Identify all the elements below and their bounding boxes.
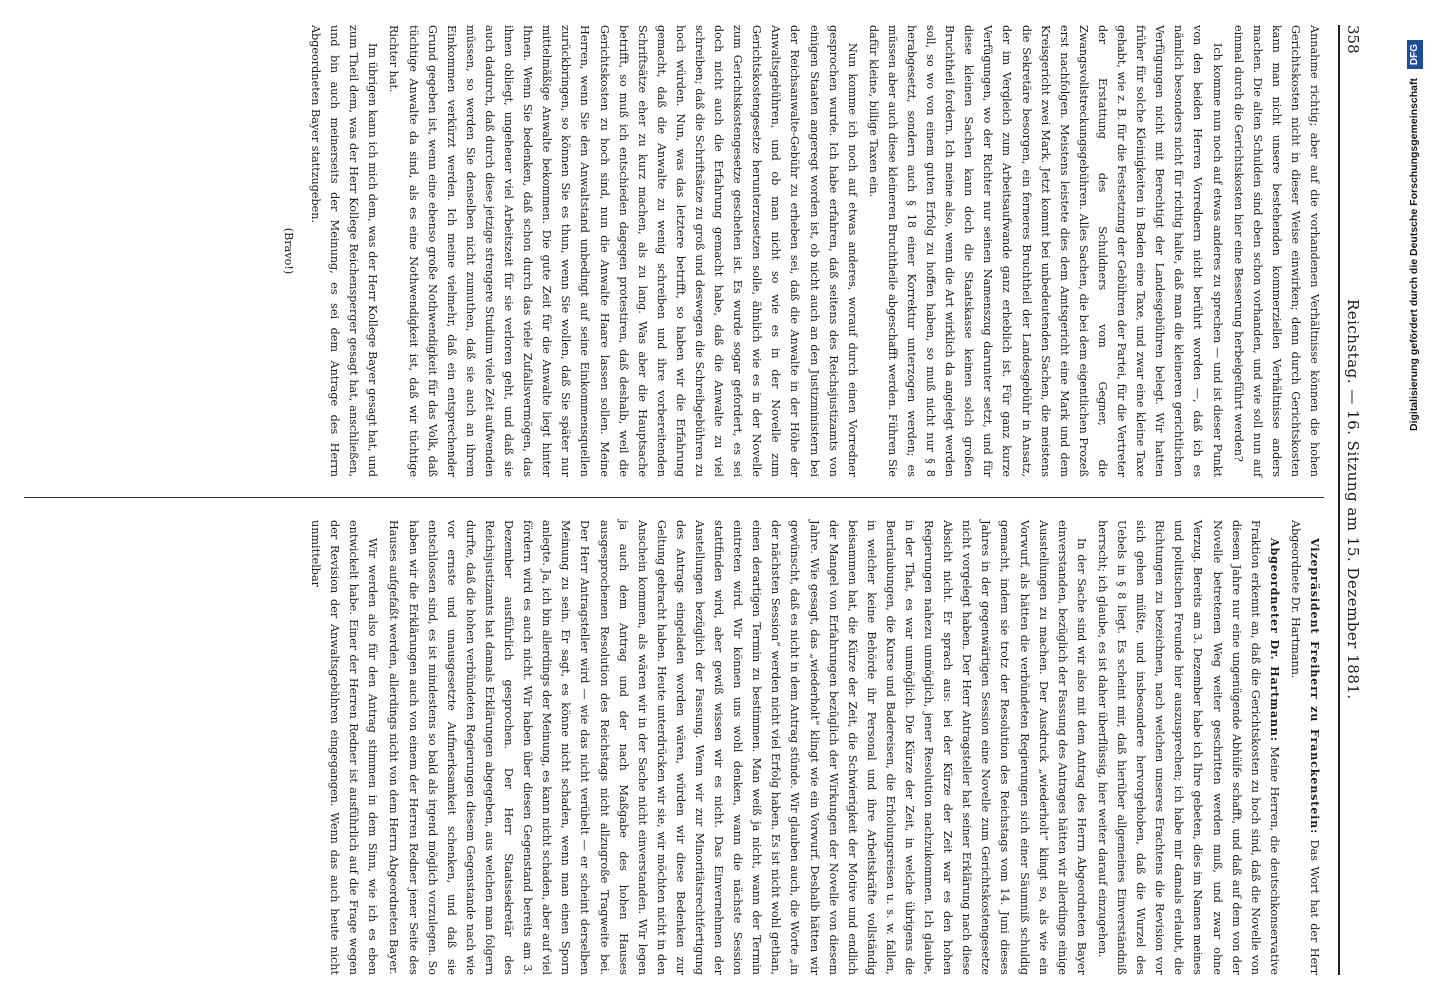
paragraph: Im übrigen kann ich mich dem, was der Herr Kollege Bayer gesagt hat, und zum Theil dem, was der Herr Kollege Reichensperger gesagt hat, anschließen, und bin auch meinerseits der Meinung, es sei dem Antrage des Herrn Abgeordneten Bayer stattzugeben. [309, 25, 380, 477]
vice-president-speaker: Vizepräsident Freiherr zu Franckenstein: [1308, 538, 1322, 835]
digitization-text: Digitalisierung gefördert durch die Deutsche Forschungsgemeinschaft [1408, 78, 1420, 432]
speaker-intro-text: Das Wort hat der Herr Abgeordnete Dr. Hartmann. [1288, 520, 1321, 975]
page-header [1338, 25, 1382, 975]
right-column [24, 520, 1324, 975]
speaker-name: Abgeordneter Dr. Hartmann: [1267, 538, 1282, 742]
paragraph: Nun komme ich noch auf etwas anderes, worauf durch einen Vorredner gesprochen wurde. Ich habe erfahren, daß seitens des Reichsjustizamts von einigen Staaten angeregt worden ist, ob nicht auch an den Justizministern bei der Reichsanwalte-Gebühr zu erheben sei, daß die Anwalte in der Höhe der Anwaltsgebühren, und ob man nicht so wie es in der Novelle zum Gerichtskostengesetze herunterzusetzen solle, ähnlich wie es in der Novelle zum Gerichtskostengesetze geschehen ist. Es wurde sogar gefordert, es sei doch nicht auch die Erfahrung gemacht habe, daß die Anwalte zu viel schreiben; daß die Schriftsätze zu groß und deswegen die Schreibgebühren zu hoch würden. Nun, was das letztere betrifft, so haben wir die Erfahrung gemacht, daß die Anwalte zu wenig schreiben und ihre vorbereitenden Schriftsätze eher zu kurz machen, als zu lang. Was aber die Hauptsache betrifft, so muß ich entschieden dagegen protestiren, daß deshalb, weil die Gerichtskosten zu hoch sind, nun die Anwalte Haare lassen sollen. Meine Herren, wenn Sie den Anwaltstand unbedingt auf seine Einkommensquellen zurückbringen, so können Sie es thun, wenn Sie wollen, daß Sie später nur mittelmäßige Anwalte bekommen. Die gute Zeit für die Anwalte liegt hinter Ihnen. Wenn Sie bedenken, daß schon durch das viele Zufallsvermögen, das ihnen obliegt, ungeheuer viel Arbeitszeit für sie verloren geht, und daß sie auch dadurch, daß durch diese jetzige strengere Studium viele Zeit aufwenden müssen, so werden Sie denselben nicht zumuthen, daß sie auch an ihrem Einkommen verkürzt werden. Ich meine vielmehr, daß ein entsprechender Grund gegeben ist, wenn eine ebenso große Nothwendigkeit für das Volk, daß tüchtige Anwalte da sind, als es eine Nothwendigkeit ist, daß wir tüchtige Richter hat. [387, 25, 859, 477]
applause-note: (Bravo!) [282, 227, 296, 275]
paragraph: Wir werden also für den Antrag stimmen in dem Sinn, wie ich es eben entwickelt habe. Einer der Herren Redner ist ausführlich auf die Frage wegen der Revision der Anwaltsgebühren eingegangen. Wenn das auch heute nicht unmittelbar [309, 520, 380, 975]
paragraph: Ich komme nun noch auf etwas anderes zu sprechen — und ist dieser Punkt von den beiden Herren Vorrednern nicht berührt worden —, daß ich es nämlich besonders nicht für richtig halte, daß man die kleineren gerichtlichen Verfügungen nicht mit Berechtigt der Landesgebühren belegt. Wir hatten früher für solche Kleinigkeiten in Baden eine Taxe, und zwar eine kleine Taxe gehabt, wie z. B. für die Festsetzung der Gebühren der Partei, für die Vertreter der Erstattung des Schuldners vom Gegner, die Zwangsvollstreckungsgebühren. Alles Sachen, die bei dem eigentlichen Prozeß erst nachfolgen. Meistens leistete dies dem Amtsgericht eine Mark und dem Kreisgericht zwei Mark. Jetzt kommt bei unbedeutenden Sachen, die meistens die Sekretäre besorgen, ein ferneres Bruchtheil der Landesgebühr in Ansatz, der im Vergleich zum Arbeitsaufwande ganz erheblich ist. Für ganz kurze Verfügungen, wo der Richter nur seinen Namenszug darunter setzt, und für diese kleinen Sachen kann doch die Staatskasse keinen solch großen Bruchtheil fordern. Ich meine also, wenn die Art wirklich da angelegt werden soll, so wo von einem guten Erfolg zu hoffen haben, so muß nicht nur § 8 herabgesetzt, sondern auch § 18 einer Korrektur unterzogen werden; es müssen aber auch diese kleineren Bruchtheile abgeschafft werden. Führen Sie dafür kleine, billige Taxen ein. [866, 25, 1224, 477]
left-column [24, 25, 1324, 477]
page-number: 358 [1344, 25, 1362, 54]
dfg-logo: DFG [1407, 40, 1423, 69]
paragraph: Meine Herren, die deutschkonservative Fraktion erkennt an, daß die Gerichtskosten zu hoch sind, daß die Novelle von diesem Jahre nur eine ungenügende Abhülfe schafft, und daß auf dem von der Novelle betretenen Weg weiter geschritten werden muß, und zwar ohne Verzug. Bereits am 3. Dezember habe ich Ihre gebeten, dies im Namen meines und politischen Freunde hier auszusprechen; ich habe mir damals erlaubt, die Richtungen zu bezeichnen, nach welchen unseres Erachtens die Revision vor sich gehen müßte, und insbesondere hervorgehoben, daß die Wurzel des Uebels in § 8 liegt. Es scheint mir, daß hierüber allgemeines Einverständniß herrscht; ich glaube, es ist daher überflüssig, hier weiter darauf einzugehen. [1095, 520, 1281, 975]
paragraph: Annahme richtig; aber auf die vorhandenen Verhältnisse können die hohen Gerichtskosten nicht in dieser Weise einwirken; denn durch Gerichtskosten kann man nicht unsere bestehenden kommerziellen Verhältnisse anders machen. Die alten Schulden sind eben schon vorhanden, und wie soll nun auf einmal durch die Gerichtskosten hier eine Besserung herbeigeführt werden? [1231, 25, 1321, 477]
paragraph: In der Sache sind wir also mit dem Antrag des Herrn Abgeordneten Bayer einverstanden, bezüglich der Fassung des Antrages hätten wir allerdings einige Ausstellungen zu machen. Der Ausdruck „wiederholt“ klingt so, als wie ein Vorwurf, als hätten die verbündeten Regierungen sich einer Säumniß schuldig gemacht, indem sie trotz der Resolution des Reichstags vom 14. Juni dieses Jahres in der gegenwärtigen Session eine Novelle zum Gerichtskostengesetze nicht vorgelegt haben. Der Herr Antragsteller hat seiner Erklärung nach diese Absicht nicht. Er sprach aus: bei der Kürze der Zeit war es den hohen Regierungen nahezu unmöglich, jener Resolution nachzukommen. Ich glaube, in der That, es war unmöglich. Die Kürze der Zeit, in welche übrigens die Beurlaubungen, die Kurse und Badereisen, die Erholungsreisen u. s. w. fallen, in welcher keine Behörde ihr Personal und ihre Arbeitskräfte vollständig beisammen hat, die Kürze der Zeit, die Schwierigkeit der Motive und endlich der Mangel von Erfahrungen bezüglich der Wirkungen der Novelle von diesem Jahre. Wie gesagt, das „wiederholt“ klingt wie ein Vorwurf. Deshalb hätten wir gewünscht, daß es nicht in dem Antrag stünde. Wir glauben auch, die Worte „in der nächsten Session“ werden nicht viel Erfolg haben. Es ist nicht wohl gethan, einen derartigen Termin zu bestimmen. Man weiß ja nicht, wann der Termin eintreten wird. Wir können uns wohl denken, wann die nächste Session stattfinden wird, aber gewiß wissen wir es nicht. Das Einvernehmen der Anstellungen bezüglich der Fassung. Wenn wir zur Minoritätsrechtfertigung des Antrags eingeladen worden wären, würden wir diese Bedenken zur Geltung gebracht haben. Heute unterdrücken wir sie, wir möchten nicht in den Anschein kommen, als wären wir in der Sache nicht einverstanden. Wir legen ja auch dem Antrag und der nach Maßgabe des hohen Hauses ausgesprochenen Resolution des Reichstags nicht allzugroße Tragweite bei. Der Herr Antragsteller wird — wie das nicht verübelt — er scheint derselben Meinung zu sein. Er sagt, es könne nicht schaden, wenn man einen Sporn anlegte. Ja, ich bin allerdings der Meinung, es kann nicht schaden, aber auf viel fördern wird es auch nicht. Wir haben über diesen Gegenstand bereits am 3. Dezember ausführlich gesprochen. Der Herr Staatssekretär des Reichsjustizamts hat damals Erklärungen abgegeben, aus welchen man folgern durfte, daß die hohen verbündeten Regierungen diesem Gegenstande nach wie vor ernste und unausgesetzte Aufmerksamkeit schenken, und daß sie entschlossen sind, es ist mindestens so bald als irgend möglich vorzulegen. So haben wir die Erklärungen auch von einem der Herren Redner jener Seite des Hauses aufgefaßt werden, allerdings nicht von dem Herrn Abgeordneten Bayer. [387, 520, 1088, 975]
column-divider [24, 497, 1324, 498]
digitization-note [1403, 40, 1425, 940]
page-title: Reichstag. — 16. Sitzung am 15. Dezember 1881. [1344, 298, 1362, 700]
